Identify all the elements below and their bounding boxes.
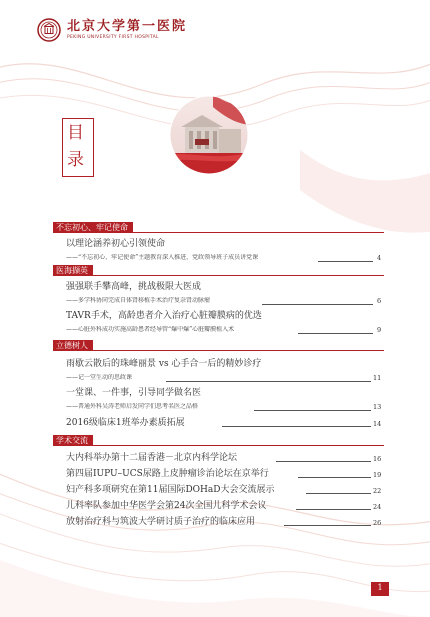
leader-line [298, 477, 371, 478]
section-label: 学术交流 [53, 435, 93, 446]
toc-entry-subtitle: ——普通外科吴涛老师启发同学们思考名医之品格 [66, 403, 199, 410]
hospital-building-photo [169, 95, 249, 175]
logo-chinese-name: 北京大学第一医院 [67, 18, 188, 34]
section-bar [53, 435, 384, 446]
section-label: 立德树人 [53, 340, 93, 351]
toc-entry-page: 24 [373, 503, 382, 511]
toc-entry-subtitle: ——“不忘初心、牢记使命”主题教育深入推进，党政领导班子成员讲党课 [66, 254, 259, 261]
leader-line [306, 493, 371, 494]
leader-line [166, 381, 371, 382]
toc-entry-title[interactable]: 第四届IUPU–UCS尿路上皮肿瘤诊治论坛在京举行 [66, 469, 269, 479]
leader-line [318, 261, 373, 262]
section-label: 不忘初心、牢记使命 [53, 222, 133, 233]
toc-entry-page: 22 [373, 487, 382, 495]
leader-line [254, 410, 371, 411]
toc-entry-title[interactable]: TAVR手术，高龄患者介入治疗心脏瓣膜病的优选 [66, 311, 262, 321]
leader-line [222, 426, 371, 427]
toc-entry-page: 19 [373, 471, 382, 479]
toc-entry-page: 26 [373, 519, 382, 527]
page-number-badge [371, 582, 389, 596]
toc-entry-subtitle: ——心脏外科成功实施高龄患者经导管“爆中爆”心脏瓣膜植入术 [66, 326, 235, 333]
logo-english-name: PEKING UNIVERSITY FIRST HOSPITAL [67, 34, 159, 40]
section-bar [53, 265, 384, 276]
toc-entry-page: 13 [373, 403, 382, 411]
section-bar [53, 340, 384, 351]
toc-entry-title[interactable]: 儿科率队参加中华医学会第24次全国儿科学术会议 [66, 501, 267, 511]
toc-entry-subtitle: ——记一堂生动的思政课 [66, 374, 133, 381]
toc-entry-title[interactable]: 放射治疗科与筑波大学研讨质子治疗的临床应用 [66, 517, 256, 527]
page-number: 1 [377, 583, 383, 592]
toc-entry-title[interactable]: 一堂课、一件事，引导同学做名医 [66, 388, 202, 398]
toc-entry-title[interactable]: 大内科举办第十二届香港－北京内科学论坛 [66, 453, 238, 463]
toc-entry-page: 4 [377, 254, 382, 262]
toc-entry-page: 11 [373, 374, 382, 382]
leader-line [284, 525, 371, 526]
leader-line [262, 304, 373, 305]
toc-entry-page: 16 [373, 455, 382, 463]
toc-entry-page: 9 [377, 326, 382, 334]
leader-line [296, 509, 371, 510]
section-bar [53, 222, 384, 233]
toc-heading-char-2: 录 [67, 150, 84, 170]
toc-entry-page: 14 [373, 420, 382, 428]
leader-line [276, 461, 371, 462]
toc-heading [62, 118, 94, 177]
toc-entry-page: 6 [377, 297, 382, 305]
toc-entry-subtitle: ——多学科协同完成自体肾移植手术治疗复杂肾动脉瘤 [66, 297, 211, 304]
section-label: 医海撷英 [53, 265, 93, 276]
toc-entry-title[interactable]: 2016级临床1班举办素质拓展 [66, 418, 185, 428]
hospital-seal-icon [37, 18, 61, 42]
toc-entry-title[interactable]: 雨歇云散后的珠峰丽景 vs 心手合一后的精妙诊疗 [66, 359, 262, 369]
toc-entry-title[interactable]: 以理论涵养初心引领使命 [66, 239, 166, 249]
toc-entry-title[interactable]: 强强联手攀高峰，挑战极限大医成 [66, 282, 202, 292]
leader-line [298, 333, 373, 334]
hospital-logo [37, 17, 187, 43]
toc-heading-char-1: 目 [67, 123, 84, 143]
toc-entry-title[interactable]: 妇产科多项研究在第11届国际DOHaD大会交流展示 [66, 485, 275, 495]
